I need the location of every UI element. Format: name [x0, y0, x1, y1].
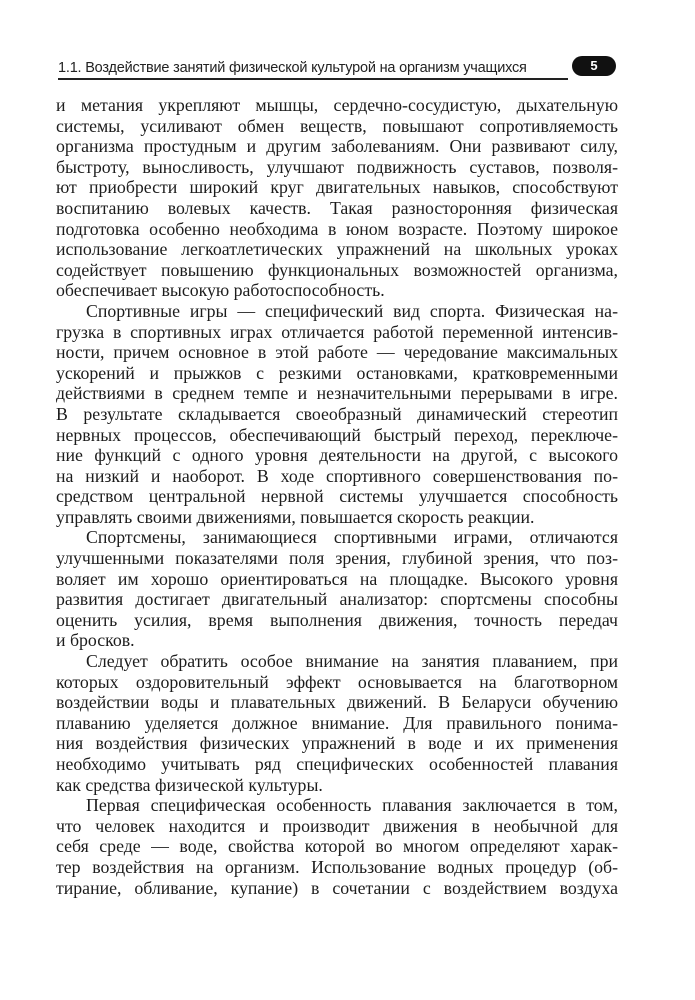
text-line: организма простудным и другим заболеваниям. Они развивают силу, [56, 136, 618, 157]
text-line: тирание, обливание, купание) в сочетании с воздействием воздуха [56, 877, 618, 898]
paragraph [56, 301, 618, 528]
body-text [56, 95, 618, 898]
text-line: нервных процессов, обеспечивающий быстрый переход, переключе- [56, 424, 618, 445]
text-line: тер воздействия на организм. Использование водных процедур (об- [56, 856, 618, 877]
text-line: плаванию уделяется должное внимание. Для правильного понима- [56, 712, 618, 733]
text-line: и метания укрепляют мышцы, сердечно-сосудистую, дыхательную [56, 95, 618, 115]
text-line: и бросков. [56, 630, 135, 651]
text-line: ют приобрести широкий круг двигательных навыков, способствуют [56, 177, 618, 198]
text-line: подготовка особенно необходима в юном возрасте. Поэтому широкое [56, 218, 618, 239]
text-line: обеспечивает высокую работоспособность. [56, 280, 385, 301]
text-line: системы, усиливают обмен веществ, повышают сопротивляемость [56, 115, 618, 136]
text-line: ние функций с одного уровня деятельности на другой, с высокого [56, 445, 618, 466]
text-line: грузка в спортивных играх отличается работой переменной интенсив- [56, 321, 618, 342]
paragraph [56, 95, 618, 301]
text-line: Спортивные игры — специфический вид спорта. Физическая на- [86, 300, 618, 321]
text-line: на низкий и наоборот. В ходе спортивного совершенствования по- [56, 465, 618, 486]
text-line: ускорений и прыжков с резкими остановками, кратковременными [56, 362, 618, 383]
header-rule [58, 78, 568, 80]
text-line: содействует повышению функциональных возможностей организма, [56, 259, 618, 280]
text-line: В результате складывается своеобразный динамический стереотип [56, 403, 618, 424]
text-line: воспитанию волевых качеств. Такая разносторонняя физическая [56, 197, 618, 218]
paragraph [56, 651, 618, 795]
text-line: действиями в среднем темпе и незначительными перерывами в игре. [56, 383, 618, 404]
text-line: средством центральной нервной системы улучшается способность [56, 486, 618, 507]
paragraph [56, 795, 618, 898]
running-header [58, 56, 618, 82]
text-line: себя среде — воде, свойства которой во многом определяют харак- [56, 836, 618, 857]
text-line: Спортсмены, занимающиеся спортивными играми, отличаются [86, 527, 618, 548]
text-line: быстроту, выносливость, улучшают подвижность суставов, позволя- [56, 156, 618, 177]
text-line: воляет им хорошо ориентироваться на площадке. Высокого уровня [56, 568, 618, 589]
text-line: развития достигает двигательный анализатор: спортсмены способны [56, 589, 618, 610]
text-line: оценить усилия, время выполнения движения, точность передач [56, 609, 618, 630]
text-line: как средства физической культуры. [56, 774, 323, 795]
text-line: улучшенными показателями поля зрения, глубиной зрения, что поз- [56, 548, 618, 569]
text-line: которых оздоровительный эффект основывается на благотворном [56, 671, 618, 692]
text-line: ния воздействия физических упражнений в воде и их применения [56, 733, 618, 754]
text-line: использование легкоатлетических упражнений на школьных уроках [56, 239, 618, 260]
text-line: необходимо учитывать ряд специфических особенностей плавания [56, 754, 618, 774]
paragraph [56, 527, 618, 651]
text-line: управлять своими движениями, повышается скорость реакции. [56, 506, 535, 527]
text-line: ности, причем основное в этой работе — чередование максимальных [56, 342, 618, 363]
text-line: Следует обратить особое внимание на занятия плаванием, при [86, 651, 618, 672]
text-line: Первая специфическая особенность плавания заключается в том, [86, 795, 618, 816]
text-line: воздействии воды и плавательных движений. В Беларуси обучению [56, 692, 618, 713]
running-header-title: 1.1. Воздействие занятий физической культурой на организм учащихся [58, 60, 527, 76]
text-line: что человек находится и производит движения в необычной для [56, 815, 618, 836]
page-number-badge: 5 [572, 56, 616, 76]
